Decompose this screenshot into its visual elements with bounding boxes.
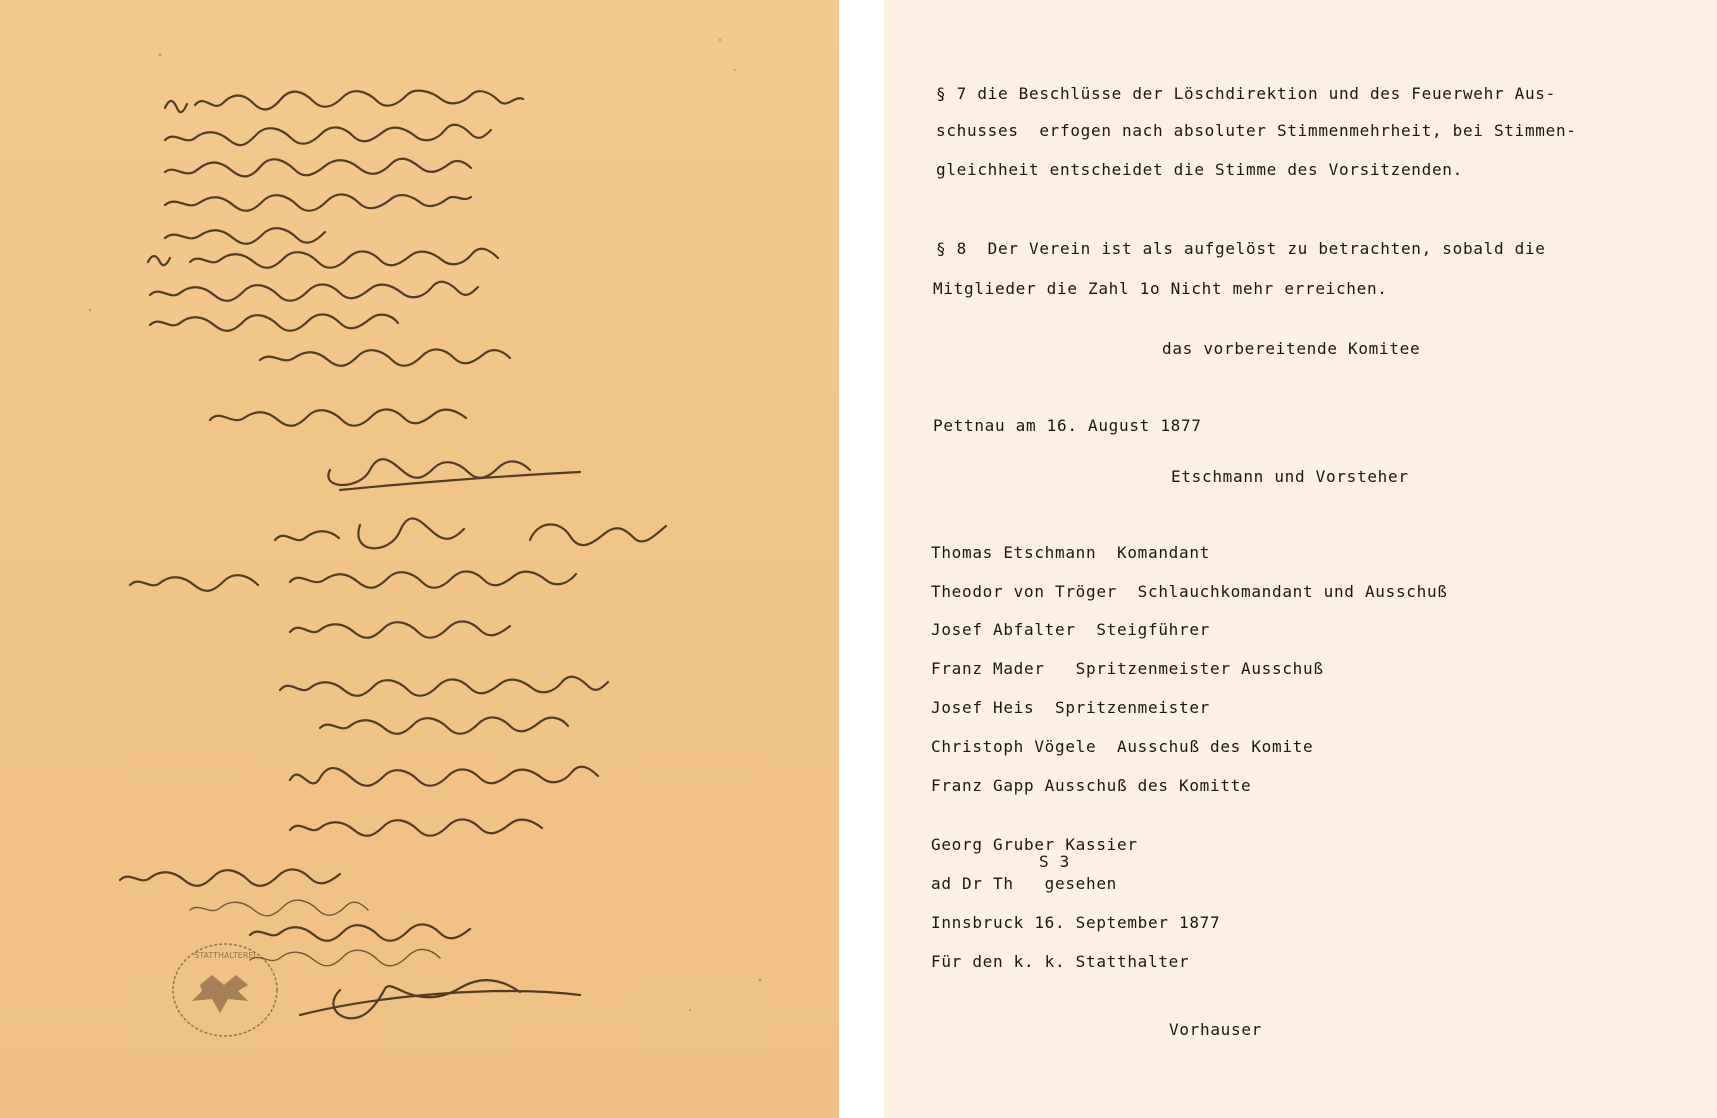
signers-header: Etschmann und Vorsteher [1171,467,1409,486]
para7-line-2: schusses erfogen nach absoluter Stimmenmehrheit, bei Stimmen- [936,121,1577,140]
handwriting-image [0,0,839,1118]
place-date: Pettnau am 16. August 1877 [933,416,1202,435]
committee-line: das vorbereitende Komitee [1162,339,1421,358]
superscript-note: S 3 [1039,852,1070,871]
eagle-seal-icon [173,944,277,1036]
svg-text:STATTHALTEREI: STATTHALTEREI [194,951,256,960]
manuscript-page [0,0,839,1118]
member-line: Josef Heis Spritzenmeister [931,698,1210,717]
authority-line: Für den k. k. Statthalter [931,952,1190,971]
final-signature: Vorhauser [1169,1020,1262,1039]
para7-line-3: gleichheit entscheidet die Stimme des Vorsitzenden. [936,160,1463,179]
para7-line-1: § 7 die Beschlüsse der Löschdirektion und des Feuerwehr Aus- [936,84,1556,103]
para8-line-2: Mitglieder die Zahl 1o Nicht mehr erreichen. [933,279,1388,298]
seen-note: ad Dr Th gesehen [931,874,1117,893]
member-line: Thomas Etschmann Komandant [931,543,1210,562]
member-line: Christoph Vögele Ausschuß des Komite [931,737,1314,756]
member-line: Theodor von Tröger Schlauchkomandant und Ausschuß [931,582,1448,601]
cashier-line: Georg Gruber Kassier [931,835,1138,854]
member-line: Josef Abfalter Steigführer [931,620,1210,639]
approval-date: Innsbruck 16. September 1877 [931,913,1221,932]
transcription-page [884,0,1717,1118]
para8-line-1: § 8 Der Verein ist als aufgelöst zu betrachten, sobald die [936,239,1546,258]
member-line: Franz Gapp Ausschuß des Komitte [931,776,1252,795]
member-line: Franz Mader Spritzenmeister Ausschuß [931,659,1324,678]
